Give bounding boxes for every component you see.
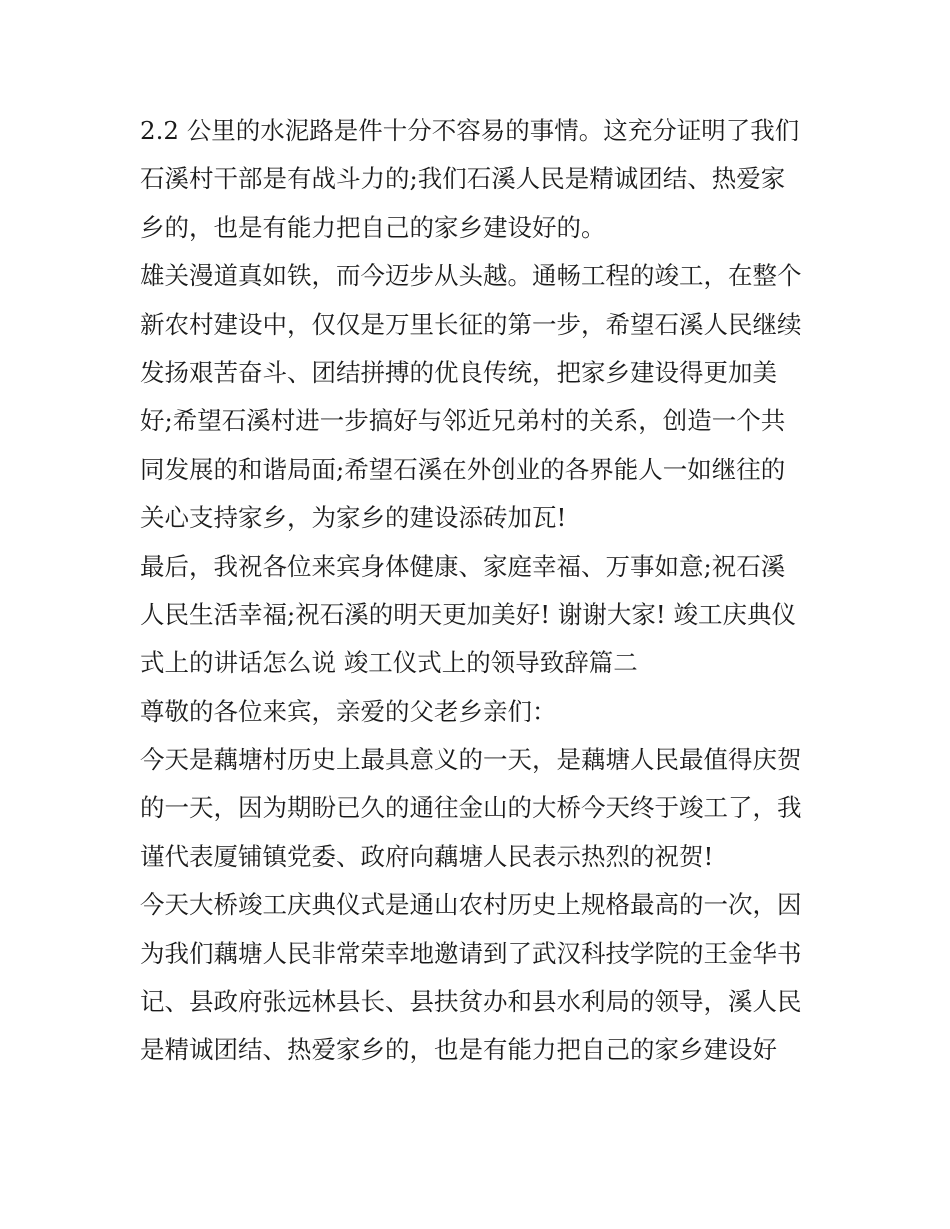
text-line: 乡的，也是有能力把自己的家乡建设好的。: [140, 212, 606, 242]
text-line: 人民生活幸福;祝石溪的明天更加美好! 谢谢大家! 竣工庆典仪: [140, 599, 797, 629]
text-line: 石溪村干部是有战斗力的;我们石溪人民是精诚团结、热爱家: [140, 164, 786, 194]
document-body: [140, 107, 820, 1075]
text-line: 为我们藕塘人民非常荣幸地邀请到了武汉科技学院的王金华书: [140, 938, 802, 968]
text-line: 尊敬的各位来宾，亲爱的父老乡亲们：: [140, 696, 557, 726]
text-line: 是精诚团结、热爱家乡的，也是有能力把自己的家乡建设好: [140, 1035, 777, 1065]
text-line: 发扬艰苦奋斗、团结拼搏的优良传统，把家乡建设得更加美: [140, 357, 777, 387]
text-line: 雄关漫道真如铁，而今迈步从头越。通畅工程的竣工，在整个: [140, 261, 802, 291]
text-line: 今天是藕塘村历史上最具意义的一天，是藕塘人民最值得庆贺: [140, 745, 802, 775]
text-line: 的一天，因为期盼已久的通往金山的大桥今天终于竣工了，我: [140, 793, 802, 823]
text-line: 今天大桥竣工庆典仪式是通山农村历史上规格最高的一次，因: [140, 890, 802, 920]
text-line: 2.2 公里的水泥路是件十分不容易的事情。这充分证明了我们: [140, 116, 800, 145]
text-line: 关心支持家乡，为家乡的建设添砖加瓦!: [140, 503, 567, 533]
text-line: 最后，我祝各位来宾身体健康、家庭幸福、万事如意;祝石溪: [140, 551, 786, 581]
text-line: 式上的讲话怎么说 竣工仪式上的领导致辞篇二: [140, 648, 638, 678]
text-line: 好;希望石溪村进一步搞好与邻近兄弟村的关系，创造一个共: [140, 406, 786, 436]
text-line: 记、县政府张远林县长、县扶贫办和县水利局的领导，溪人民: [140, 987, 802, 1017]
text-line: 同发展的和谐局面;希望石溪在外创业的各界能人一如继往的: [140, 454, 786, 484]
text-line: 新农村建设中，仅仅是万里长征的第一步，希望石溪人民继续: [140, 309, 802, 339]
text-line: 谨代表厦铺镇党委、政府向藕塘人民表示热烈的祝贺!: [140, 841, 714, 871]
